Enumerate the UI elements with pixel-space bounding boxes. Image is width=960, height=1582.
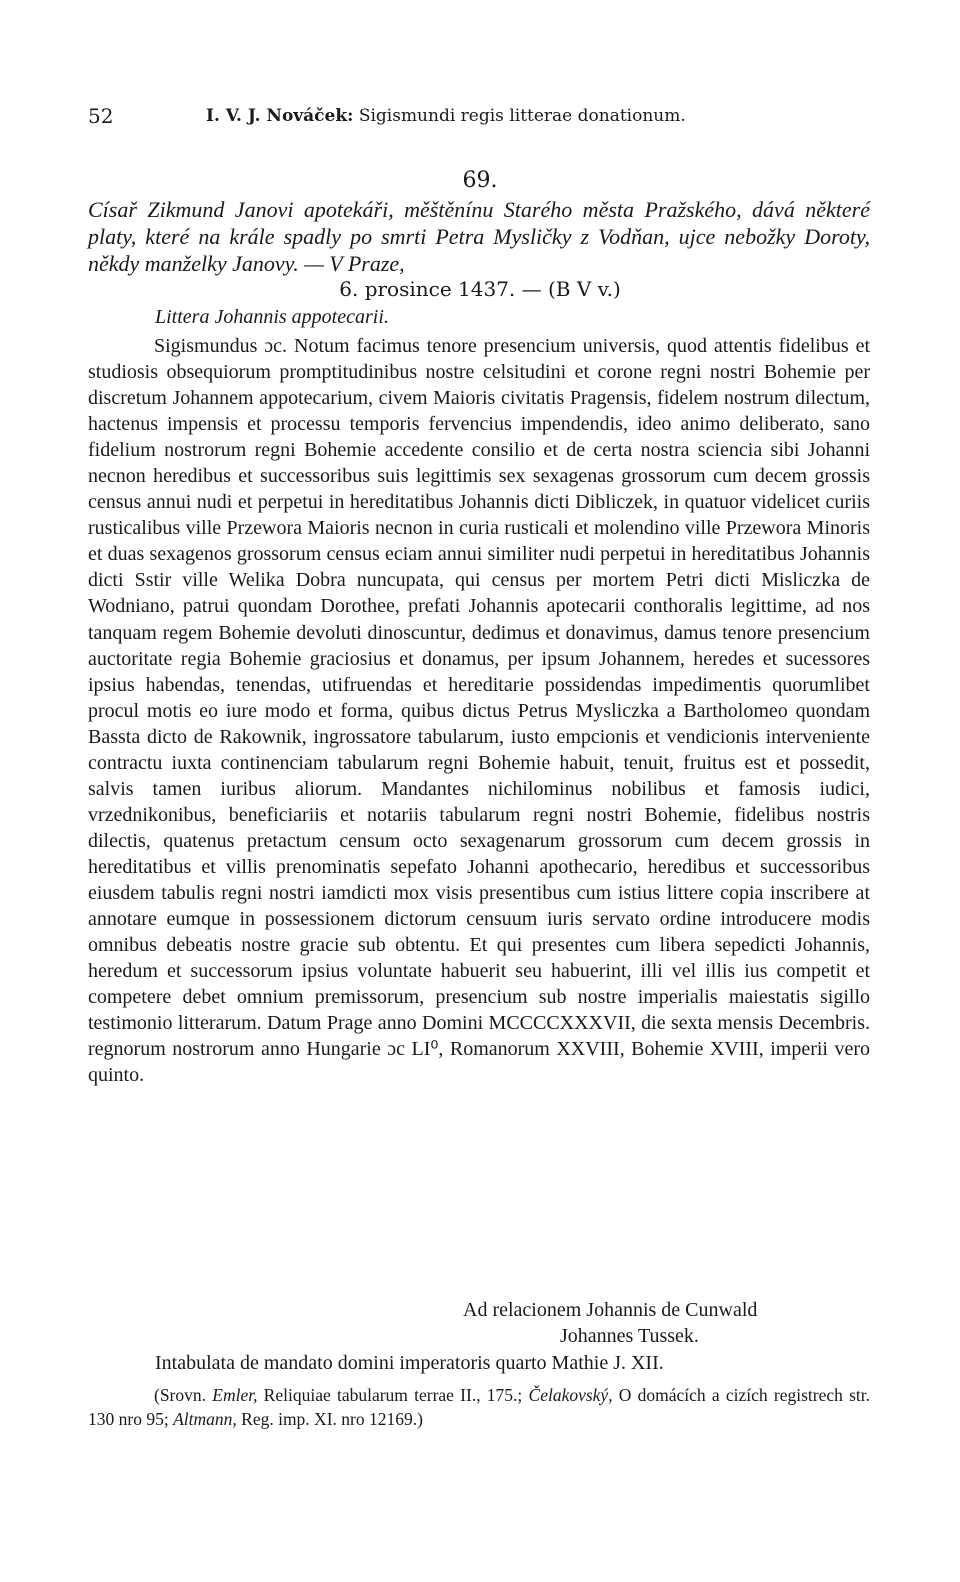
- note-author-2: Čelakovský,: [528, 1385, 613, 1405]
- signature-line-2: Johannes Tussek.: [560, 1325, 699, 1347]
- note-author-3: Altmann,: [173, 1409, 237, 1429]
- czech-summary: Císař Zikmund Janovi apotekáři, měštěnínu Starého města Pražského, dává některé platy, které na krále spadly po smrti Petra Mysličky z Vodňan, ujce nebožky Doroty, někdy manželky Janovy. — V Praze,: [88, 197, 870, 276]
- note-text-2: O domácích a cizích registrech str. 130 nro 95;: [88, 1385, 871, 1429]
- intabulation-note: Intabulata de mandato domini imperatoris quarto Mathie J. XII.: [155, 1352, 664, 1374]
- body-paragraph: Sigismundus ɔc. Notum facimus tenore presencium universis, quod attentis fidelibus et studiosis obsequiorum promptitudinibus nostre celsitudini et corone regni nostri Bohemie per discretum Johannem appotecarium, civem Maioris civitatis Pragensis, fidelem nostrum dilectum, hactenus impensis et processu temporis fervencius impendendis, ideo animo deliberato, sano fidelium nostrorum regni Bohemie accedente consilio et de certa nostra sciencia sibi Johanni necnon heredibus et successoribus suis legittimis sex sexagenas grossorum cum decem grossis census annui nudi et perpetui in hereditatibus Johannis dicti Dibliczek, in quatuor videlicet curiis rusticalibus ville Przewora Maioris necnon in curia rusticali et molendino ville Przewora Minoris et duas sexagenos grossorum census eciam annui similiter nudi perpetui in hereditatibus Johannis dicti Sstir ville Welika Dobra nuncupata, qui census per mortem Petri dicti Misliczka de Wodniano, patrui quondam Dorothee, prefati Johannis apotecarii conthoralis legittime, ad nos tanquam regem Bohemie devoluti dinoscuntur, dedimus et donavimus, damus tenore presencium auctoritate regia Bohemie graciosius et donamus, per ipsum Johannem, heredes et sucessores ipsius habendas, tenendas, utifruendas et hereditarie possidendas impedimentis quorumlibet procul motis eo iure modo et forma, quibus dictus Petrus Mysliczka a Bartholomeo quondam Bassta dicto de Rakownik, ingrossatore tabularum, iusto empcionis et vendicionis interveniente contractu iuxta continenciam tabularum regni Bohemie habuit, tenuit, fruitus est et possedit, salvis tamen iuribus aliorum. Mandantes nichilominus nobilibus et famosis iudici, vrzednikonibus, beneficiariis et notariis tabularum regni nostri Bohemie, fidelibus nostris dilectis, quatenus pretactum censum octo sexagenarum grossorum cum decem grossis in hereditatibus et villis prenominatis sepefato Johanni apothecario, heredibus et successoribus eiusdem tabulis regni nostri iamdicti mox visis presentibus cum istius littere copia inscribere at annotare eumque in possessionem dictorum censuum iuris servato ordine introducere modis omnibus debeatis nostre gracie sub obtentu. Et qui presentes cum libera sepedicti Johannis, heredum et successorum ipsius voluntate habuerit seu habuerint, illi vel illis ius competit et competere debet omnium premissorum, presencium sub nostre imperialis maiestatis sigillo testimonio litterarum. Datum Prage anno Domini MCCCCXXXVII, die sexta mensis Decembris. regnorum nostrorum anno Hungarie ɔc LI⁰, Romanorum XXVIII, Bohemie XVIII, imperii vero quinto.: [88, 335, 870, 1087]
- page-number: 52: [88, 104, 114, 128]
- note-text-1: Reliquiae tabularum terrae II., 175.;: [257, 1385, 529, 1405]
- running-title: [206, 106, 686, 126]
- signature-line-1: Ad relacionem Johannis de Cunwald: [463, 1299, 758, 1321]
- document-body: [88, 333, 870, 1088]
- note-author-1: Emler,: [212, 1385, 258, 1405]
- reference-paragraph: [88, 1383, 870, 1431]
- document-number: 69.: [462, 168, 498, 193]
- note-text-3: Reg. imp. XI. nro 12169.): [236, 1409, 423, 1429]
- book-title: Sigismundi regis litterae donationum.: [358, 106, 686, 126]
- reference-note: [88, 1383, 870, 1431]
- author-name: I. V. J. Nováček:: [206, 106, 354, 126]
- running-header: [88, 100, 878, 130]
- note-open: (Srovn.: [154, 1385, 207, 1405]
- latin-title: Littera Johannis appotecarii.: [155, 306, 389, 328]
- date-line: 6. prosince 1437. — (B V v.): [339, 277, 621, 301]
